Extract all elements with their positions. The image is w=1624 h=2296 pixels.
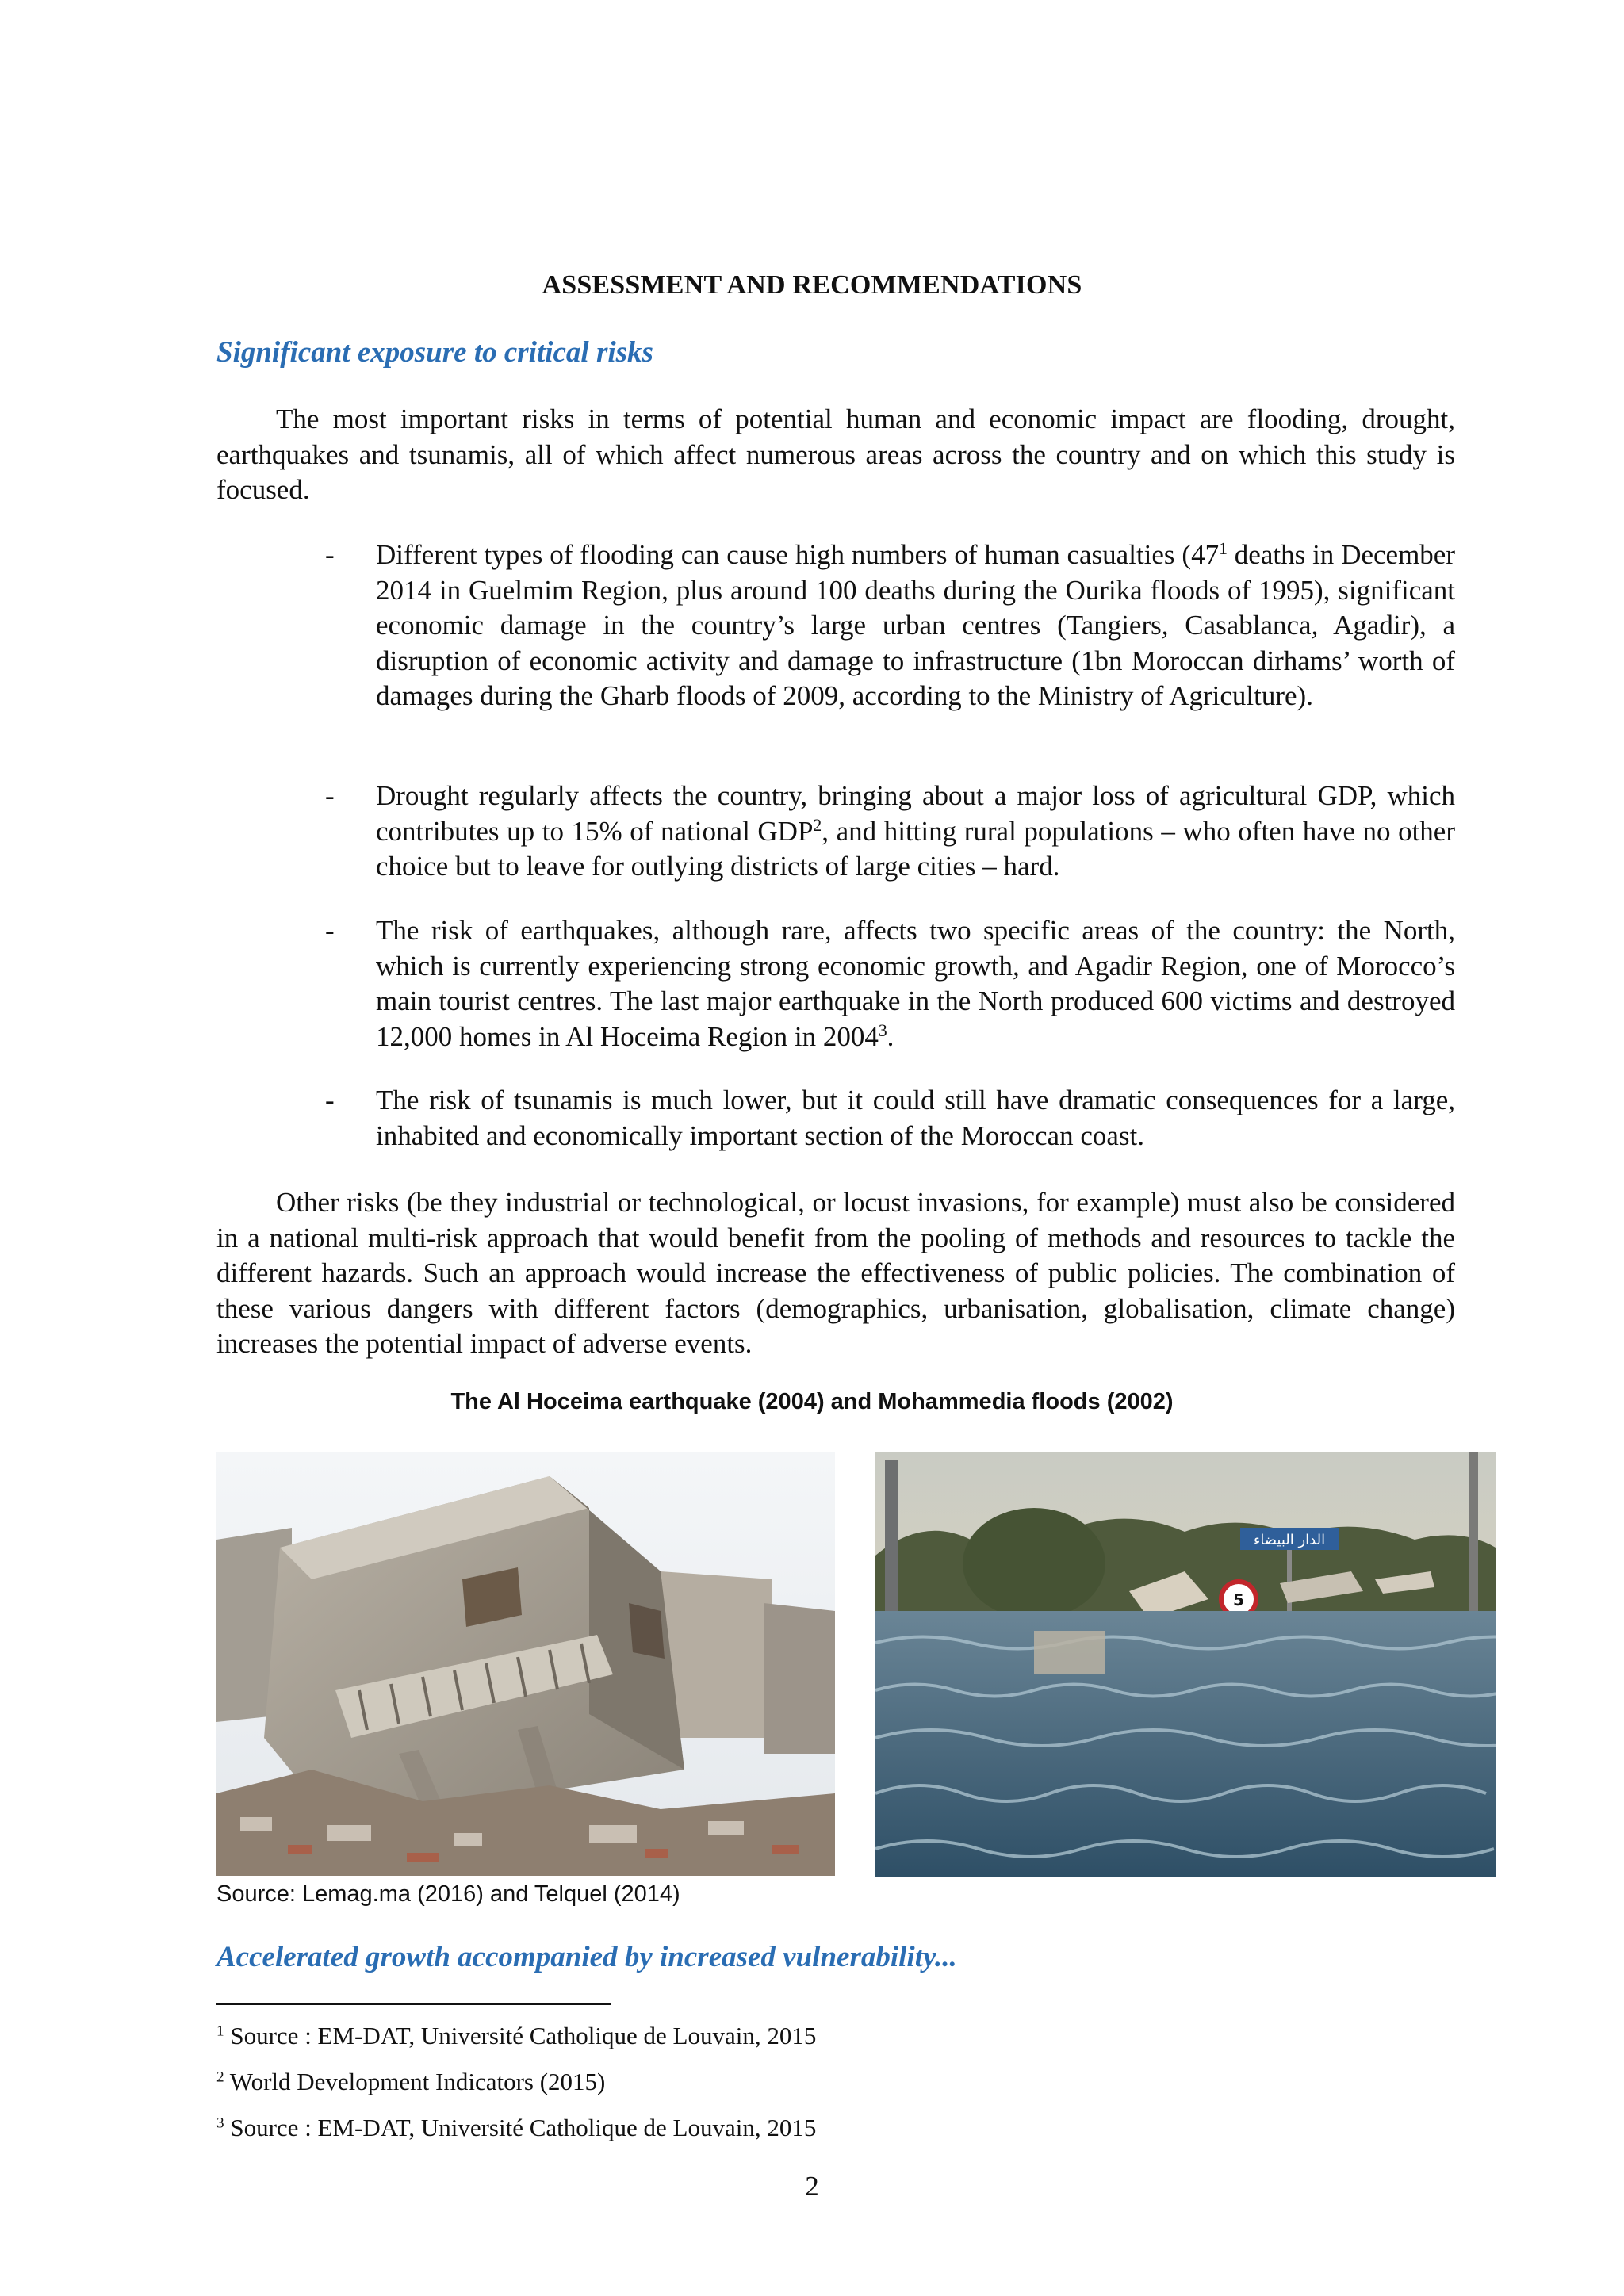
bullet-text: Different types of flooding can cause high numbers of human casualties ($47^1$ deaths in December 2014 in Guelmim Region, plus around 100 deaths during the Ourika floods of 1995), significant economic damage in the country’s large urban centres (Tangiers, Casablanca, Agadir), a disruption of economic activity and damage to infrastructure (1bn Moroccan dirhams’ worth of damages during the Gharb floods of 2009, according to the Ministry of Agriculture).: [376, 539, 1455, 711]
figure-source: Source: Lemag.ma (2016) and Telquel (2014): [216, 1881, 680, 1907]
speed-sign-text: 5: [1233, 1590, 1244, 1609]
section-heading-growth: Accelerated growth accompanied by increased vulnerability...: [216, 1941, 957, 1973]
footnote-ref-2: 2: [813, 815, 822, 835]
bullet-item-tsunamis: [325, 1083, 1455, 1154]
footnote-1: $^1$ Source : EM-DAT, Université Catholique de Louvain, 2015: [216, 2022, 817, 2049]
bullet-item-drought: [325, 779, 1455, 885]
figure-caption: The Al Hoceima earthquake (2004) and Mohammedia floods (2002): [450, 1389, 1174, 1414]
collapsed-building-illustration: [216, 1452, 835, 1876]
bullet-text: Drought regularly affects the country, bringing about a major loss of agricultural GDP, which contributes up to 15% of national GDP$^2$, and hitting rural populations – who often have no other choice but to leave for outlying districts of large cities – hard.: [376, 780, 1455, 882]
footnote-ref-1: 1: [1219, 539, 1228, 559]
section-heading-exposure: Significant exposure to critical risks: [216, 336, 653, 369]
bullet-dash: -: [325, 915, 335, 946]
bullet-text: The risk of earthquakes, although rare, affects two specific areas of the country: the North, which is currently experiencing strong economic growth, and Agadir Region, one of Morocco’s main tourist centres. The last major earthquake in the North produced 600 victims and destroyed 12,000 homes in Al Hoceima Region in 2004$^3$.: [376, 915, 1455, 1052]
bullet-item-earthquakes: [325, 913, 1455, 1054]
footnote-2: $^2$ World Development Indicators (2015): [216, 2068, 606, 2095]
page-number: 2: [805, 2171, 819, 2202]
closing-paragraph: Other risks (be they industrial or technological, or locust invasions, for example) must also be considered in a national multi-risk approach that would benefit from the pooling of methods and resources to tackle the different hazards. Such an approach would increase the effectiveness of public policies. The combination of these various dangers with different factors (demographics, urbanisation, globalisation, climate change) increases the potential impact of adverse events.: [216, 1187, 1455, 1359]
bullet-item-flooding: [325, 538, 1455, 714]
footnote-3: $^3$ Source : EM-DAT, Université Catholique de Louvain, 2015: [216, 2114, 817, 2141]
bullet-dash: -: [325, 780, 335, 811]
road-sign-text: الدار البيضاء: [1253, 1532, 1326, 1548]
flooded-road-photo: [875, 1452, 1496, 1877]
footnote-ref-3: 3: [878, 1020, 887, 1040]
bullet-dash: -: [325, 539, 335, 570]
bullet-text: The risk of tsunamis is much lower, but it could still have dramatic consequences for a large, inhabited and economically important section of the Moroccan coast.: [376, 1085, 1455, 1151]
footnote-divider: [216, 2003, 611, 2005]
page-title: ASSESSMENT AND RECOMMENDATIONS: [542, 270, 1082, 300]
bullet-dash: -: [325, 1085, 335, 1115]
collapsed-building-photo: [216, 1452, 835, 1876]
intro-paragraph: The most important risks in terms of potential human and economic impact are flooding, drought, earthquakes and tsunamis, all of which affect numerous areas across the country and on which this study is focused.: [216, 404, 1455, 505]
flooded-road-illustration: [875, 1452, 1496, 1877]
